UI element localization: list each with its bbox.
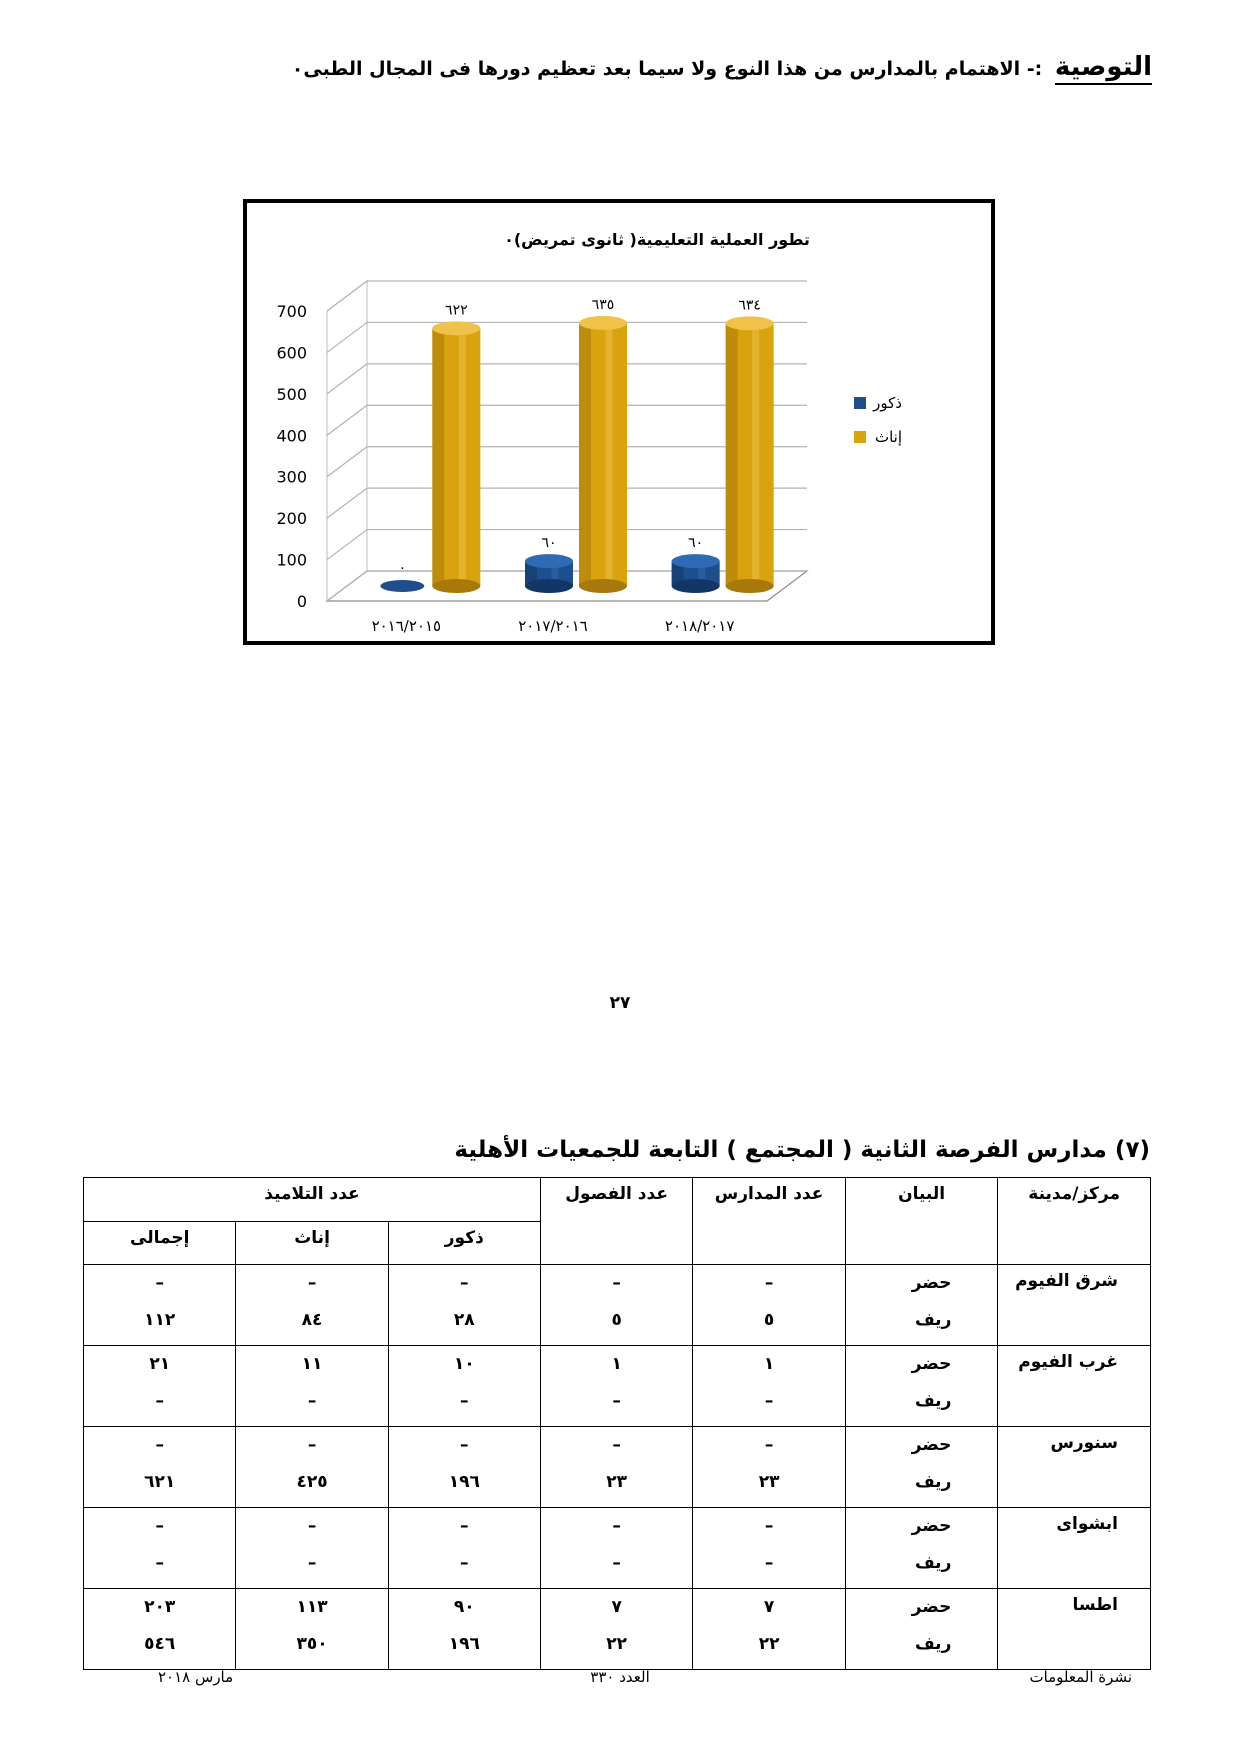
- males-urban-value: ٩٠: [453, 1597, 475, 1617]
- females-urban-value: ١١٣: [296, 1597, 328, 1617]
- total-cell: [84, 1346, 236, 1427]
- total-rural-value: –: [155, 1553, 164, 1573]
- males-cell: [388, 1589, 540, 1670]
- males-urban-value: –: [460, 1273, 469, 1293]
- total-cell: [84, 1508, 236, 1589]
- urban-label: حضر: [911, 1273, 952, 1293]
- bar-highlight: [459, 328, 466, 586]
- y-tick-label: 500: [276, 384, 307, 404]
- total-urban-value: –: [155, 1273, 164, 1293]
- data-label: ٠: [398, 560, 407, 576]
- schools-cell: [693, 1589, 845, 1670]
- classes-cell: [540, 1427, 692, 1508]
- bar-highlight: [752, 323, 759, 586]
- classes-rural-value: –: [612, 1391, 621, 1411]
- total-rural-value: ٥٤٦: [144, 1634, 176, 1654]
- desc-cell: [845, 1346, 998, 1427]
- bar-base: [525, 579, 573, 593]
- total-rural-value: ١١٢: [144, 1310, 176, 1330]
- schools-rural-value: –: [764, 1553, 774, 1573]
- bar-top: [726, 316, 774, 330]
- females-cell: [236, 1346, 388, 1427]
- females-urban-value: ١١: [301, 1354, 323, 1374]
- females-rural-value: –: [307, 1391, 317, 1411]
- bar-shade: [432, 328, 444, 586]
- bar-base: [726, 579, 774, 593]
- females-rural-value: ٤٢٥: [296, 1472, 328, 1492]
- classes-cell: [540, 1589, 692, 1670]
- males-rural-value: ١٩٦: [448, 1472, 480, 1492]
- classes-cell: [540, 1265, 692, 1346]
- females-cell: [236, 1265, 388, 1346]
- header-classes: عدد الفصول: [540, 1178, 692, 1265]
- bar-top: [672, 554, 720, 568]
- table-title: (٧) مدارس الفرصة الثانية ( المجتمع ) التابعة للجمعيات الأهلية: [454, 1137, 1150, 1163]
- schools-table: [83, 1177, 1151, 1670]
- males-urban-value: ١٠: [453, 1354, 475, 1374]
- gridline: [327, 281, 807, 314]
- data-label: ٦٠: [688, 535, 704, 552]
- females-rural-value: ٨٤: [301, 1310, 323, 1330]
- males-urban-value: –: [460, 1516, 469, 1536]
- females-cell: [236, 1508, 388, 1589]
- x-tick-label: ٢٠١٧/٢٠١٦: [518, 617, 588, 635]
- bar-shade: [726, 323, 738, 586]
- schools-cell: [693, 1427, 845, 1508]
- males-cell: [388, 1508, 540, 1589]
- males-rural-value: ٢٨: [453, 1310, 475, 1330]
- schools-cell: [693, 1265, 845, 1346]
- males-rural-value: –: [460, 1553, 469, 1573]
- total-urban-value: ٢١: [149, 1354, 171, 1374]
- header-area: مركز/مدينة: [998, 1178, 1151, 1265]
- total-rural-value: ٦٢١: [144, 1472, 176, 1492]
- header-females: إناث: [236, 1221, 388, 1265]
- classes-rural-value: –: [612, 1553, 621, 1573]
- area-cell: غرب الفيوم: [998, 1346, 1151, 1427]
- urban-label: حضر: [911, 1597, 952, 1617]
- schools-cell: [693, 1508, 845, 1589]
- chart-frame: [243, 199, 995, 645]
- x-tick-label: ٢٠١٦/٢٠١٥: [371, 617, 442, 635]
- x-tick-label: ٢٠١٨/٢٠١٧: [664, 617, 735, 635]
- males-urban-value: –: [460, 1435, 469, 1455]
- total-cell: [84, 1427, 236, 1508]
- side-wall: [327, 281, 367, 601]
- footer-issue: العدد ٣٣٠: [590, 1668, 650, 1686]
- total-cell: [84, 1265, 236, 1346]
- classes-urban-value: –: [612, 1273, 621, 1293]
- header-total: إجمالى: [84, 1221, 236, 1265]
- total-cell: [84, 1589, 236, 1670]
- legend-swatch: [854, 431, 866, 443]
- females-rural-value: –: [307, 1553, 317, 1573]
- data-label: ٦٣٥: [591, 296, 615, 313]
- table-row: [84, 1508, 1151, 1589]
- header-males: ذكور: [388, 1221, 540, 1265]
- y-tick-label: 600: [276, 343, 307, 363]
- desc-cell: [845, 1589, 998, 1670]
- data-label: ٦٢٢: [445, 302, 468, 319]
- page-number: ٢٧: [609, 993, 631, 1013]
- table-row: [84, 1265, 1151, 1346]
- table-row: [84, 1589, 1151, 1670]
- footer-date: مارس ٢٠١٨: [158, 1668, 234, 1686]
- desc-cell: [845, 1427, 998, 1508]
- schools-urban-value: –: [764, 1273, 774, 1293]
- rural-label: ريف: [914, 1553, 952, 1573]
- schools-cell: [693, 1346, 845, 1427]
- schools-rural-value: –: [764, 1391, 774, 1411]
- table-row: [84, 1346, 1151, 1427]
- females-cell: [236, 1427, 388, 1508]
- chart-title: تطور العملية التعليمية( ثانوى تمريض)٠: [504, 230, 810, 249]
- bar-chart: [247, 203, 991, 641]
- table-body: [84, 1265, 1151, 1670]
- footer-publication: نشرة المعلومات: [1029, 1668, 1132, 1686]
- classes-rural-value: ٢٣: [606, 1472, 628, 1492]
- females-rural-value: ٣٥٠: [296, 1634, 328, 1654]
- urban-label: حضر: [911, 1435, 952, 1455]
- recommendation: [291, 52, 1152, 82]
- legend-label: ذكور: [873, 394, 902, 412]
- area-cell: شرق الفيوم: [998, 1265, 1151, 1346]
- data-label: ٦٠: [541, 535, 557, 552]
- bar-base: [432, 579, 480, 593]
- males-cell: [388, 1427, 540, 1508]
- recommendation-heading: التوصية: [1055, 52, 1152, 85]
- rural-label: ريف: [914, 1634, 952, 1654]
- females-cell: [236, 1589, 388, 1670]
- classes-rural-value: ٢٢: [606, 1634, 628, 1654]
- schools-rural-value: ٥: [763, 1310, 775, 1330]
- total-urban-value: –: [155, 1516, 164, 1536]
- bar-highlight: [605, 323, 612, 586]
- schools-urban-value: ١: [763, 1354, 775, 1374]
- bar-base: [672, 579, 720, 593]
- total-urban-value: ٢٠٣: [144, 1597, 176, 1617]
- bar-shade: [579, 323, 591, 586]
- bar-top: [579, 316, 627, 330]
- footer: [0, 1668, 1240, 1692]
- males-rural-value: –: [460, 1391, 469, 1411]
- y-tick-label: 700: [276, 302, 307, 321]
- classes-urban-value: –: [612, 1516, 621, 1536]
- total-rural-value: –: [155, 1391, 164, 1411]
- schools-urban-value: ٧: [763, 1597, 775, 1617]
- area-cell: ابشواى: [998, 1508, 1151, 1589]
- y-tick-label: 300: [276, 467, 307, 487]
- urban-label: حضر: [911, 1516, 952, 1536]
- schools-rural-value: ٢٢: [758, 1634, 780, 1654]
- classes-urban-value: ١: [611, 1354, 622, 1374]
- y-tick-label: 100: [276, 550, 307, 570]
- males-cell: [388, 1265, 540, 1346]
- desc-cell: [845, 1508, 998, 1589]
- classes-rural-value: ٥: [611, 1310, 622, 1330]
- rural-label: ريف: [914, 1472, 952, 1492]
- table-row: [84, 1427, 1151, 1508]
- females-urban-value: –: [307, 1516, 317, 1536]
- header-students: عدد التلاميذ: [84, 1178, 541, 1222]
- y-tick-label: 200: [276, 509, 307, 529]
- classes-urban-value: –: [612, 1435, 621, 1455]
- females-urban-value: –: [307, 1273, 317, 1293]
- bar-top: [432, 321, 480, 335]
- males-rural-value: ١٩٦: [448, 1634, 480, 1654]
- classes-urban-value: ٧: [611, 1597, 622, 1617]
- data-label: ٦٣٤: [738, 297, 761, 314]
- schools-rural-value: ٢٣: [758, 1472, 780, 1492]
- classes-cell: [540, 1346, 692, 1427]
- legend-swatch: [854, 397, 866, 409]
- desc-cell: [845, 1265, 998, 1346]
- females-urban-value: –: [307, 1435, 317, 1455]
- area-cell: سنورس: [998, 1427, 1151, 1508]
- bar-top: [525, 554, 573, 568]
- urban-label: حضر: [911, 1354, 952, 1374]
- rural-label: ريف: [914, 1391, 952, 1411]
- y-tick-label: 400: [276, 426, 307, 446]
- bar-base: [579, 579, 627, 593]
- schools-urban-value: –: [764, 1435, 774, 1455]
- bar-males: [380, 580, 424, 592]
- total-urban-value: –: [155, 1435, 164, 1455]
- header-schools: عدد المدارس: [693, 1178, 845, 1265]
- schools-urban-value: –: [764, 1516, 774, 1536]
- header-desc: البيان: [845, 1178, 998, 1265]
- classes-cell: [540, 1508, 692, 1589]
- recommendation-text: :- الاهتمام بالمدارس من هذا النوع ولا سيما بعد تعظيم دورها فى المجال الطبى٠: [291, 58, 1043, 80]
- area-cell: اطسا: [998, 1589, 1151, 1670]
- rural-label: ريف: [914, 1310, 952, 1330]
- males-cell: [388, 1346, 540, 1427]
- y-tick-label: 0: [296, 592, 307, 611]
- legend-label: إناث: [874, 428, 902, 446]
